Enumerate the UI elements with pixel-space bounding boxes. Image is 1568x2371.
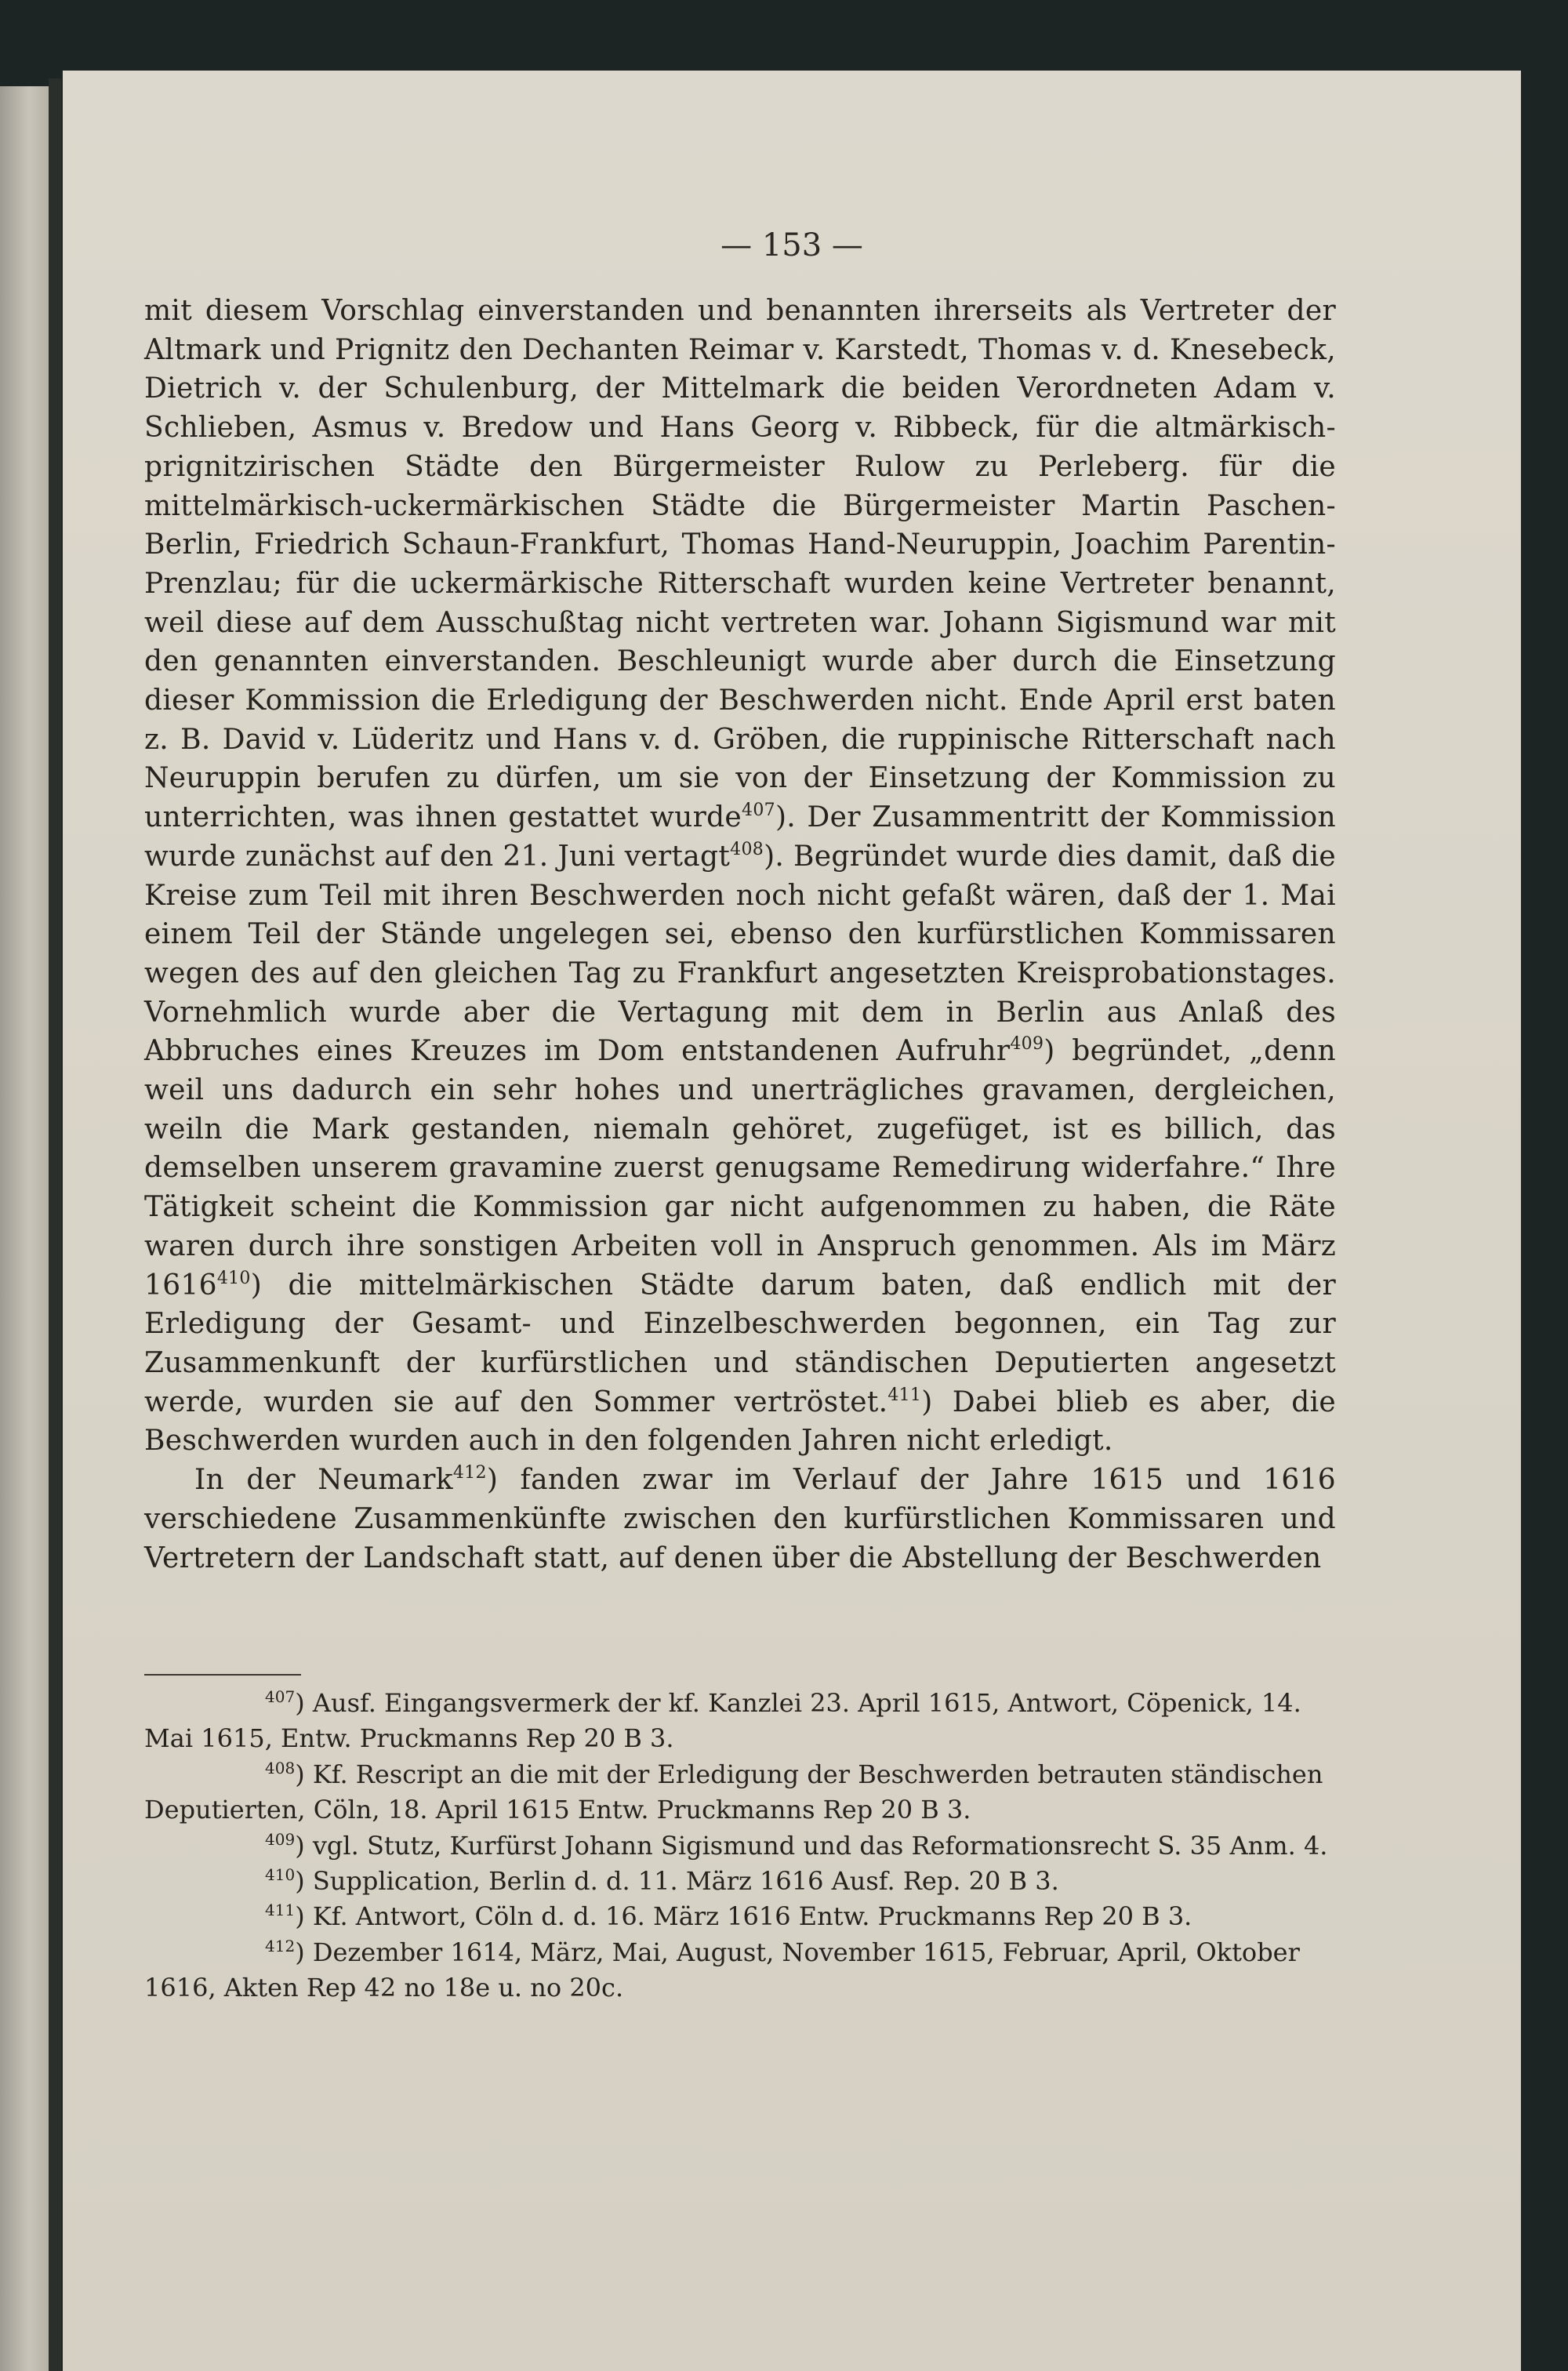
footnote-ref-409: 409 [1010, 1034, 1044, 1055]
footnote-mark: 412 [265, 1936, 296, 1955]
paragraph-1-text-d: ) begründet, „denn weil uns dadurch ein sehr hohes und unerträgliches gravamen, dergleichen, weiln die Mark gestanden, niemaln gehöret, zugefüget, ist es billich, das demselben unserem gravamine zuerst genugsame Remedirung widerfahre.“ Ihre Tätigkeit scheint die Kommission gar nicht aufgenommen zu haben, die Räte waren durch ihre sonstigen Arbeiten voll in Anspruch genommen. Als im März 1616 [144, 1035, 1337, 1302]
facing-page-edge [0, 86, 49, 2371]
book-page [63, 71, 1521, 2371]
footnote-mark: 411 [265, 1901, 296, 1920]
paragraph-1 [144, 292, 1336, 1461]
footnote-mark: 409 [265, 1829, 296, 1849]
footnote-text: ) Dezember 1614, März, Mai, August, November 1615, Februar, April, Oktober 1616, Akten Rep 42 no 18e u. no 20c. [144, 1937, 1300, 2003]
paragraph-1-text-f: ) Dabei blieb es aber, die Beschwerden wurden auch in den folgenden Jahren nicht erledigt. [144, 1385, 1336, 1458]
footnote [144, 1935, 1336, 2006]
paragraph-2 [144, 1461, 1336, 1578]
footnote-text: ) vgl. Stutz, Kurfürst Johann Sigismund und das Reformationsrecht S. 35 Anm. 4. [295, 1830, 1328, 1861]
footnote [144, 1864, 1336, 1899]
footnote [144, 1686, 1336, 1757]
footnote [144, 1757, 1336, 1828]
footnote [144, 1828, 1336, 1864]
footnote-text: ) Supplication, Berlin d. d. 11. März 1616 Ausf. Rep. 20 B 3. [295, 1866, 1059, 1897]
footnote-text: ) Kf. Rescript an die mit der Erledigung der Beschwerden betrauten ständischen Deputierten, Cöln, 18. April 1615 Entw. Pruckmanns Rep 20 B 3. [144, 1759, 1323, 1825]
footnote-text: ) Ausf. Eingangsvermerk der kf. Kanzlei 23. April 1615, Antwort, Cöpenick, 14. Mai 1615, Entw. Pruckmanns Rep 20 B 3. [144, 1688, 1301, 1754]
paragraph-1-text-b: ). Der Zusammentritt der Kommission wurde zunächst auf den 21. Juni vertagt [144, 801, 1336, 873]
footnote-ref-407: 407 [742, 801, 775, 821]
paragraph-1-text-e: ) die mittelmärkischen Städte darum baten, daß endlich mit der Erledigung der Gesamt- und Einzelbeschwerden begonnen, ein Tag zur Zusammenkunft der kurfürstlichen und ständischen Deputierten angesetzt werde, wurden sie auf den Sommer vertröstet. [144, 1269, 1336, 1418]
footnote-ref-408: 408 [730, 839, 764, 859]
footnote-mark: 410 [265, 1865, 296, 1885]
footnote-ref-410: 410 [216, 1268, 251, 1288]
book-gutter [49, 78, 61, 2371]
paragraph-2-text-b: ) fanden zwar im Verlauf der Jahre 1615 und 1616 verschiedene Zusammenkünfte zwischen den kurfürstlichen Kommissaren und Vertretern der Landschaft statt, auf denen über die Abstellung der Beschwerden [144, 1464, 1336, 1574]
footnote-separator [144, 1674, 301, 1676]
page-number: — 153 — [720, 227, 863, 263]
footnote-ref-412: 412 [452, 1463, 487, 1483]
footnote-mark: 407 [265, 1687, 296, 1706]
footnotes [144, 1686, 1336, 2006]
paragraph-1-text-c: ). Begründet wurde dies damit, daß die Kreise zum Teil mit ihren Beschwerden noch nicht gefaßt wären, daß der 1. Mai einem Teil der Stände ungelegen sei, ebenso den kurfürstlichen Kommissaren wegen des auf den gleichen Tag zu Frankfurt angesetzten Kreisprobationstages. Vornehmlich wurde aber die Vertagung mit dem in Berlin aus Anlaß des Abbruches eines Kreuzes im Dom entstandenen Aufruhr [144, 840, 1336, 1068]
footnote [144, 1899, 1336, 1934]
paragraph-1-text-a: mit diesem Vorschlag einverstanden und benannten ihrerseits als Vertreter der Altmark und Prignitz den Dechanten Reimar v. Karstedt, Thomas v. d. Knesebeck, Dietrich v. der Schulenburg, der Mittelmark die beiden Verordneten Adam v. Schlieben, Asmus v. Bredow und Hans Georg v. Ribbeck, für die altmärkisch-prignitzirischen Städte den Bürgermeister Rulow zu Perleberg. für die mittelmärkisch-uckermärkischen Städte die Bürgermeister Martin Paschen-Berlin, Friedrich Schaun-Frankfurt, Thomas Hand-Neuruppin, Joachim Parentin-Prenzlau; für die uckermärkische Ritterschaft wurden keine Vertreter benannt, weil diese auf dem Ausschußtag nicht vertreten war. Johann Sigismund war mit den genannten einverstanden. Beschleunigt wurde aber durch die Einsetzung dieser Kommission die Erledigung der Beschwerden nicht. Ende April erst baten z. B. David v. Lüderitz und Hans v. d. Gröben, die ruppinische Ritterschaft nach Neuruppin berufen zu dürfen, um sie von der Einsetzung der Kommission zu unterrichten, was ihnen gestattet wurde [144, 295, 1336, 834]
footnote-ref-411: 411 [887, 1385, 922, 1405]
footnote-text: ) Kf. Antwort, Cöln d. d. 16. März 1616 Entw. Pruckmanns Rep 20 B 3. [295, 1901, 1192, 1932]
body-text [144, 292, 1336, 1578]
footnote-mark: 408 [265, 1758, 296, 1777]
paragraph-2-text-a: In der Neumark [194, 1464, 453, 1497]
